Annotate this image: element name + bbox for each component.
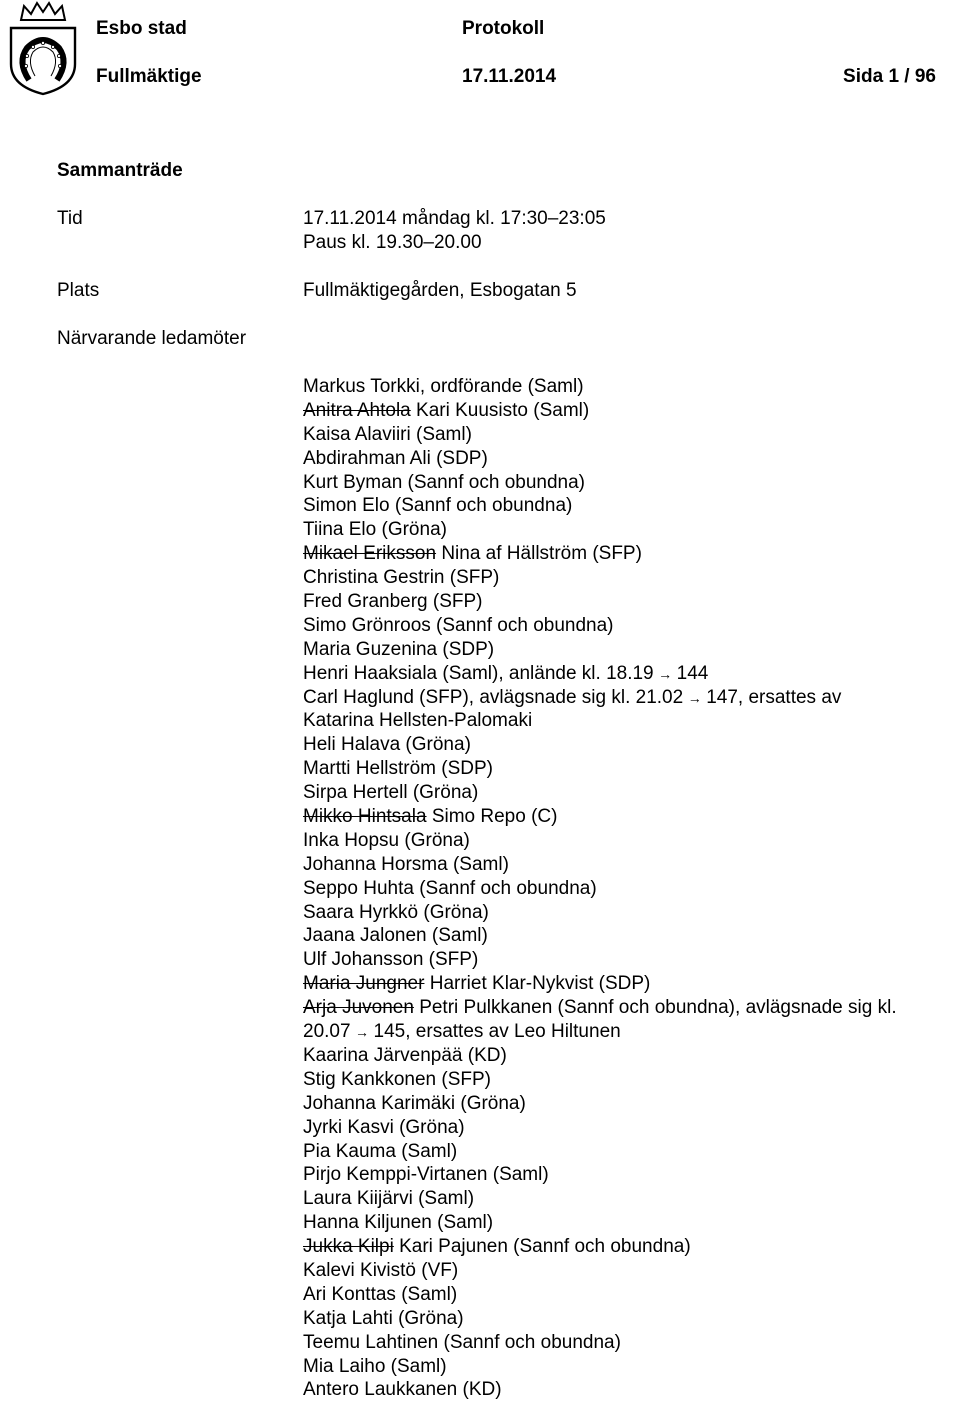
member-text: Christina Gestrin (SFP) (303, 567, 500, 589)
member-line (303, 638, 943, 662)
member-line (303, 518, 943, 542)
struck-member-name: Jukka Kilpi (303, 1236, 394, 1258)
section-reference-icon: → (658, 665, 673, 682)
member-line (303, 423, 943, 447)
struck-member-name: Anitra Ahtola (303, 399, 411, 421)
member-text: Stig Kankkonen (SFP) (303, 1068, 491, 1090)
member-line (303, 494, 943, 518)
member-text: Mia Laiho (Saml) (303, 1355, 447, 1377)
member-line (303, 1140, 943, 1164)
place-value: Fullmäktigegården, Esbogatan 5 (303, 280, 577, 301)
member-line (303, 1092, 943, 1116)
member-line (303, 1378, 943, 1402)
member-line (303, 399, 943, 423)
member-line (303, 566, 943, 590)
member-text: Teemu Lahtinen (Sannf och obundna) (303, 1331, 621, 1353)
member-line (303, 757, 943, 781)
section-reference-text: 147, ersattes av (706, 686, 842, 708)
member-text: Laura Kiijärvi (Saml) (303, 1188, 475, 1210)
member-line (303, 1283, 943, 1307)
member-line (303, 686, 943, 710)
member-line (303, 1163, 943, 1187)
member-line (303, 901, 943, 925)
member-line (303, 972, 943, 996)
time-value: 17.11.2014 måndag kl. 17:30–23:05 (303, 208, 606, 229)
member-line (303, 1235, 943, 1259)
member-text: Hanna Kiljunen (Saml) (303, 1212, 494, 1234)
member-line (303, 542, 943, 566)
member-line (303, 447, 943, 471)
member-line (303, 709, 943, 733)
member-line (303, 733, 943, 757)
member-text: Kari Pajunen (Sannf och obundna) (399, 1236, 691, 1258)
member-line (303, 1187, 943, 1211)
member-text: Kalevi Kivistö (VF) (303, 1259, 459, 1281)
member-text: Carl Haglund (SFP), avlägsnade sig kl. 21.02 (303, 686, 684, 708)
member-line (303, 1211, 943, 1235)
member-text: Martti Hellström (SDP) (303, 758, 494, 780)
member-text: Saara Hyrkkö (Gröna) (303, 901, 489, 923)
member-line (303, 375, 943, 399)
member-text: Katarina Hellsten-Palomaki (303, 710, 533, 732)
member-text: Johanna Horsma (Saml) (303, 853, 509, 875)
member-text: Kari Kuusisto (Saml) (416, 399, 590, 421)
break-value: Paus kl. 19.30–20.00 (303, 232, 482, 253)
member-text: Henri Haaksiala (Saml), anlände kl. 18.19 (303, 662, 654, 684)
member-text: Petri Pulkkanen (Sannf och obundna), avlägsnade sig kl. (419, 997, 897, 1019)
coat-of-arms-logo (5, 0, 81, 96)
member-text: Katja Lahti (Gröna) (303, 1307, 464, 1329)
member-line (303, 1044, 943, 1068)
org-name: Esbo stad (96, 18, 187, 39)
member-text: Tiina Elo (Gröna) (303, 519, 447, 541)
member-text: Ari Konttas (Saml) (303, 1283, 458, 1305)
member-text: 20.07 (303, 1021, 351, 1043)
member-text: Fred Granberg (SFP) (303, 591, 483, 613)
struck-member-name: Mikael Eriksson (303, 543, 437, 565)
section-reference-text: 144 (676, 662, 709, 684)
member-text: Abdirahman Ali (SDP) (303, 447, 488, 469)
struck-member-name: Arja Juvonen (303, 997, 414, 1019)
member-line (303, 805, 943, 829)
member-line (303, 1331, 943, 1355)
member-line (303, 1068, 943, 1092)
member-text: Sirpa Hertell (Gröna) (303, 782, 479, 804)
section-reference-icon: → (687, 689, 702, 706)
member-line (303, 1259, 943, 1283)
member-text: Johanna Karimäki (Gröna) (303, 1092, 526, 1114)
member-line (303, 924, 943, 948)
member-text: Seppo Huhta (Sannf och obundna) (303, 877, 597, 899)
member-line (303, 1355, 943, 1379)
members-list (303, 375, 943, 1402)
struck-member-name: Mikko Hintsala (303, 806, 427, 828)
member-text: Maria Guzenina (SDP) (303, 638, 495, 660)
member-text: Harriet Klar-Nykvist (SDP) (429, 973, 651, 995)
member-line (303, 1116, 943, 1140)
member-text: Jyrki Kasvi (Gröna) (303, 1116, 465, 1138)
member-line (303, 1020, 943, 1044)
member-line (303, 853, 943, 877)
member-text: Antero Laukkanen (KD) (303, 1379, 502, 1401)
member-text: Simon Elo (Sannf och obundna) (303, 495, 573, 517)
member-line (303, 1307, 943, 1331)
member-line (303, 948, 943, 972)
member-line (303, 877, 943, 901)
member-text: Heli Halava (Gröna) (303, 734, 471, 756)
member-text: Pirjo Kemppi-Virtanen (Saml) (303, 1164, 549, 1186)
present-members-label: Närvarande ledamöter (57, 328, 247, 349)
member-line (303, 829, 943, 853)
member-text: Kaisa Alaviiri (Saml) (303, 423, 472, 445)
member-text: Jaana Jalonen (Saml) (303, 925, 488, 947)
page-number: Sida 1 / 96 (843, 66, 936, 87)
member-line (303, 662, 943, 686)
member-line (303, 614, 943, 638)
section-title: Sammanträde (57, 160, 183, 181)
member-text: Ulf Johansson (SFP) (303, 949, 479, 971)
section-reference-text: 145, ersattes av Leo Hiltunen (373, 1021, 621, 1043)
place-label: Plats (57, 280, 100, 301)
member-line (303, 590, 943, 614)
member-text: Nina af Hällström (SFP) (441, 543, 642, 565)
time-label: Tid (57, 208, 83, 229)
member-line (303, 781, 943, 805)
document-type: Protokoll (462, 18, 545, 39)
member-text: Simo Repo (C) (431, 806, 558, 828)
section-reference-icon: → (355, 1024, 370, 1041)
member-text: Kurt Byman (Sannf och obundna) (303, 471, 586, 493)
member-line (303, 471, 943, 495)
member-text: Pia Kauma (Saml) (303, 1140, 458, 1162)
member-text: Inka Hopsu (Gröna) (303, 829, 470, 851)
struck-member-name: Maria Jungner (303, 973, 425, 995)
member-text: Simo Grönroos (Sannf och obundna) (303, 614, 614, 636)
body-name: Fullmäktige (96, 66, 202, 87)
document-date: 17.11.2014 (462, 66, 557, 87)
member-text: Kaarina Järvenpää (KD) (303, 1044, 507, 1066)
member-text: Markus Torkki, ordförande (Saml) (303, 376, 584, 397)
member-line (303, 996, 943, 1020)
